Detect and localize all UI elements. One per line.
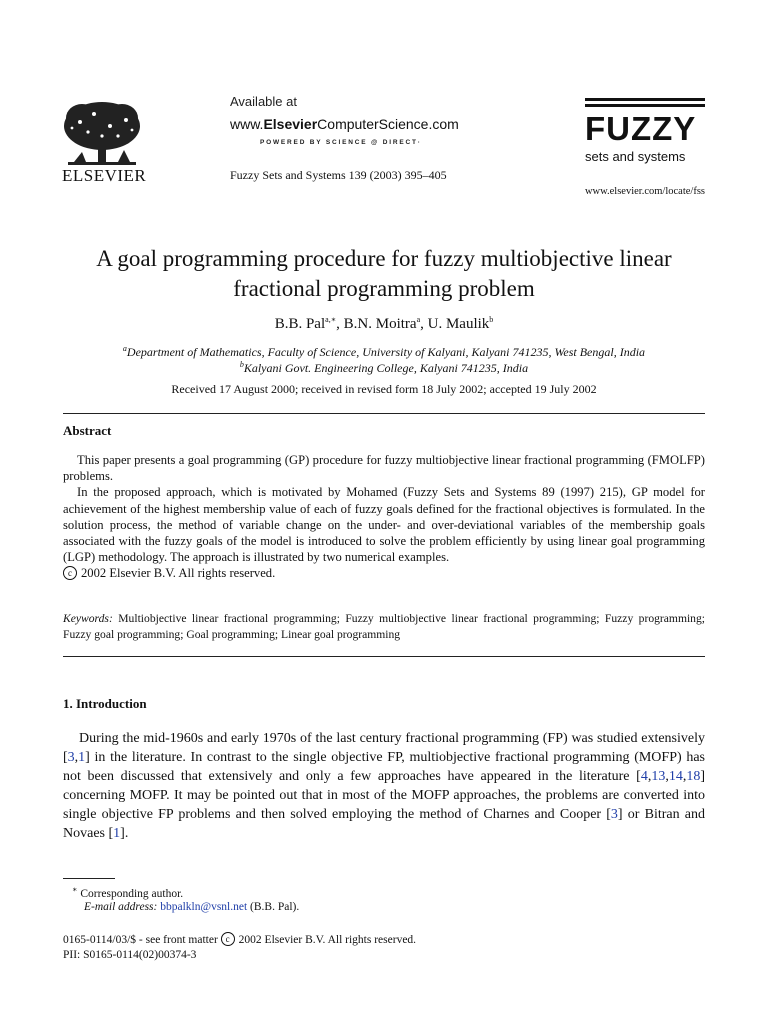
journal-logo-lines: [585, 98, 705, 110]
section-heading: 1. Introduction: [63, 696, 147, 711]
copyright-text: 2002 Elsevier B.V. All rights reserved.: [81, 566, 276, 581]
affiliation-text: Kalyani Govt. Engineering College, Kalyani 741235, India: [243, 361, 529, 375]
footnote-email: [84, 901, 299, 913]
intro-text: ] in the literature. In contrast to the single objective FP, multiobjective fractional programming (MOFP) has not been discussed that extensively and only a few approaches have appeared in the literature [: [63, 750, 705, 784]
intro-paragraph: [63, 729, 705, 843]
powered-by-line: POWERED BY SCIENCE @ DIRECT·: [260, 139, 422, 146]
issn-text: 0165-0114/03/$ - see front matter: [63, 934, 218, 946]
title-line-2: fractional programming problem: [233, 276, 535, 301]
citation-link[interactable]: 1: [78, 750, 86, 765]
footnote-rule: [63, 878, 115, 879]
intro-text: ,: [74, 750, 79, 765]
copyright-text: 2002 Elsevier B.V. All rights reserved.: [238, 934, 417, 946]
affiliation-text: Department of Mathematics, Faculty of Science, University of Kalyani, Kalyani 741235, West Bengal, India: [126, 345, 646, 359]
intro-text: ,: [647, 769, 652, 784]
abstract-heading: Abstract: [63, 423, 112, 438]
journal-logo-sub: sets and systems: [585, 149, 686, 164]
author-name: B.B. Pal: [274, 316, 326, 332]
author-sup: a: [416, 315, 421, 324]
site-brand: Elsevier: [263, 116, 318, 132]
abstract-paragraph: This paper presents a goal programming (GP) procedure for fuzzy multiobjective linear fractional programming (FMOLFP) problems.: [63, 453, 705, 484]
citation-link[interactable]: 13: [651, 769, 666, 784]
email-suffix: (B.B. Pal).: [250, 901, 300, 913]
author-sup: b: [489, 315, 494, 324]
copyright-icon: c: [221, 932, 235, 946]
site-link[interactable]: [230, 116, 459, 132]
journal-reference: Fuzzy Sets and Systems 139 (2003) 395–405: [230, 168, 447, 182]
citation-link[interactable]: 14: [668, 769, 683, 784]
intro-text: ] concerning MOFP. It may be pointed out that in most of the MOFP approaches, the problems are converted into single objective FP problems and then solved employing the method of Charnes and Cooper [: [63, 769, 705, 822]
intro-text: ].: [120, 826, 129, 841]
author-list: B.B. Pal$^{a,∗}$, B.N. Moitra$^a$, U. Maulik$^b$: [274, 315, 494, 332]
pii-line: PII: S0165-0114(02)00374-3: [63, 949, 197, 961]
available-at-label: Available at: [230, 94, 297, 109]
affiliation-mark: b: [239, 360, 244, 369]
citation-link[interactable]: 1: [113, 826, 121, 841]
keywords: [63, 611, 705, 642]
abstract-body: [63, 452, 705, 582]
intro-text: ,: [682, 769, 687, 784]
author-sup: a,∗: [325, 315, 337, 324]
author-name: U. Maulik: [427, 316, 490, 332]
footnote-text: Corresponding author.: [80, 887, 184, 900]
received-dates: Received 17 August 2000; received in revised form 18 July 2002; accepted 19 July 2002: [171, 382, 597, 396]
paper-title: [40, 244, 728, 304]
affiliation-b: [40, 360, 728, 376]
copyright-icon: c: [63, 566, 77, 580]
abstract-copyright: [63, 565, 705, 581]
site-suffix: ComputerScience.com: [317, 116, 459, 132]
issn-line: [63, 932, 416, 948]
footnote-mark: ∗: [72, 885, 78, 894]
affiliation-a: [40, 344, 728, 360]
site-prefix: www.: [230, 116, 264, 132]
email-label: E-mail address:: [84, 901, 158, 913]
publisher-name: ELSEVIER: [62, 166, 147, 185]
abstract-paragraph: In the proposed approach, which is motivated by Mohamed (Fuzzy Sets and Systems 89 (1997) 215), GP model for achievement of the highest membership value of each of fuzzy goals defined for the fractional objectives is formulated. In the solution process, the method of variable change on the under- and over-deviational variables of the membership goals associated with the fuzzy goals of the model is introduced to solve the problem efficiently by using linear goal programming (LGP) methodology. The approach is illustrated by two numerical examples.: [63, 485, 705, 565]
footnote-corresponding: [72, 885, 183, 900]
citation-link[interactable]: 18: [686, 769, 701, 784]
title-line-1: A goal programming procedure for fuzzy multiobjective linear: [96, 246, 672, 271]
intro-text: ,: [665, 769, 669, 784]
intro-text: During the mid-1960s and early 1970s of the last century fractional programming (FP) was studied extensively [: [63, 731, 705, 765]
citation-link[interactable]: 3: [67, 750, 75, 765]
journal-url[interactable]: www.elsevier.com/locate/fss: [584, 186, 705, 197]
email-link[interactable]: bbpalkln@vsnl.net: [160, 901, 248, 913]
front-matter: [63, 932, 416, 963]
divider-bottom: [63, 656, 705, 657]
keywords-text: Multiobjective linear fractional programming; Fuzzy multiobjective linear fractional programming; Fuzzy programming; Fuzzy goal programming; Goal programming; Linear goal programming: [63, 612, 705, 641]
citation-link[interactable]: 3: [610, 807, 618, 822]
citation-link[interactable]: 4: [640, 769, 648, 784]
intro-text: ] or Bitran and Novaes [: [63, 807, 705, 841]
affiliation-mark: a: [122, 344, 127, 353]
keywords-label: Keywords:: [63, 612, 113, 625]
journal-logo-main: FUZZY: [585, 110, 697, 147]
author-name: B.N. Moitra: [343, 316, 417, 332]
divider-top: [63, 413, 705, 414]
